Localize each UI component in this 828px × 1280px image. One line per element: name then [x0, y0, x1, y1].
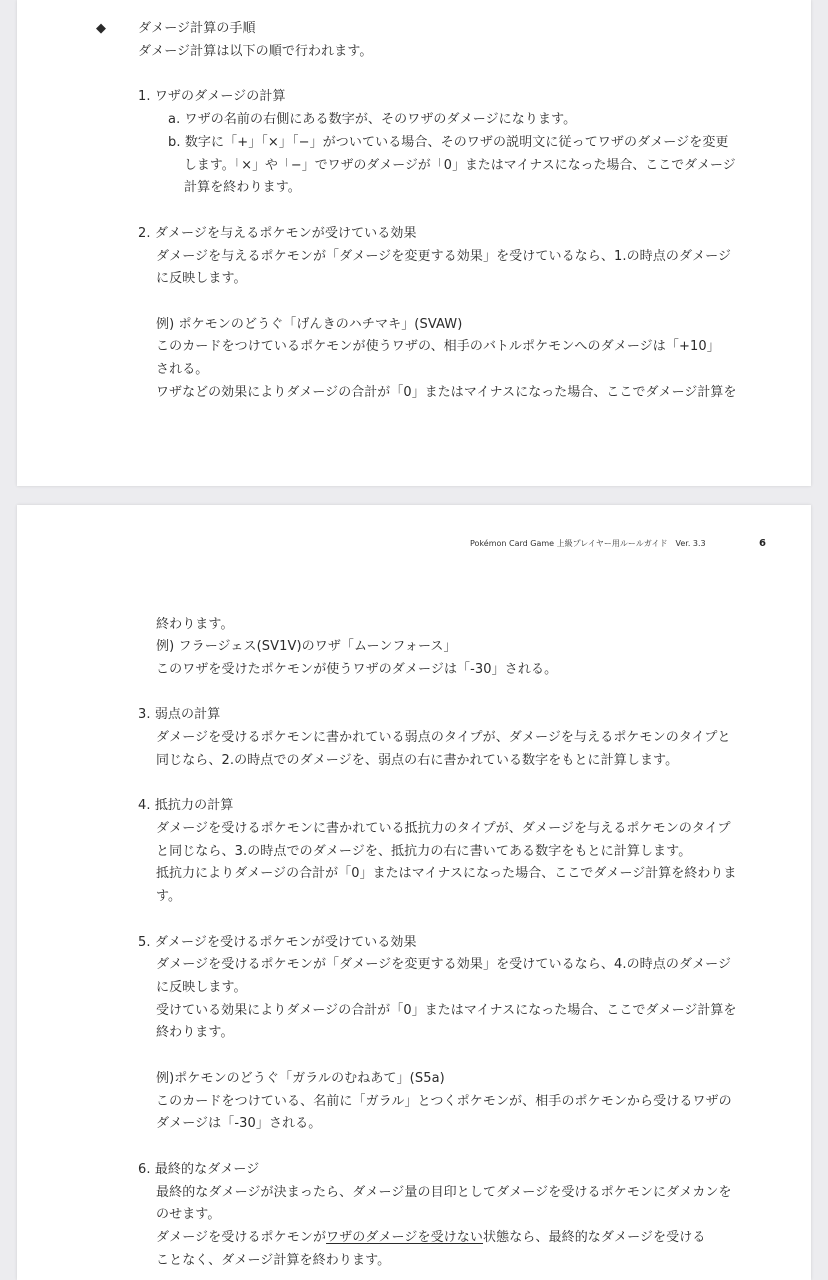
step6-line3-pre: ダメージを受けるポケモンが — [156, 1230, 327, 1245]
step5-line4: 終わります。 — [156, 1025, 234, 1040]
step2-example-line1: このカードをつけているポケモンが使うワザの、相手のバトルポケモンへのダメージは「+10」 — [156, 339, 720, 354]
step6-line1: 最終的なダメージが決まったら、ダメージ量の目印としてダメージを受けるポケモンにダメカンを — [156, 1185, 732, 1200]
step6-line4: ことなく、ダメージ計算を終わります。 — [156, 1253, 391, 1268]
step5-example-line2: ダメージは「-30」される。 — [156, 1116, 322, 1131]
step1-item-b-line1: b. 数字に「+」「×」「−」がついている場合、そのワザの説明文に従ってワザのダメージを変更 — [168, 135, 729, 150]
step5-line1: ダメージを受けるポケモンが「ダメージを変更する効果」を受けているなら、4.の時点のダメージ — [156, 957, 732, 972]
document-page-2 — [17, 505, 811, 1280]
step1-title: 1. ワザのダメージの計算 — [138, 89, 286, 104]
step4-line2: と同じなら、3.の時点でのダメージを、抵抗力の右に書いてある数字をもとに計算します。 — [156, 844, 692, 859]
step1-item-b-line2: します。「×」や「−」でワザのダメージが「0」またはマイナスになった場合、ここでダメージ — [184, 158, 736, 173]
step6-line3 — [156, 1229, 705, 1247]
step2-note-line1: ワザなどの効果によりダメージの合計が「0」またはマイナスになった場合、ここでダメージ計算を — [156, 385, 737, 400]
document-page-1 — [17, 0, 811, 486]
step4-line4: す。 — [156, 889, 182, 904]
step2-cont-line1: 終わります。 — [156, 617, 234, 632]
step3-title: 3. 弱点の計算 — [138, 707, 221, 722]
step2-example-line2: される。 — [156, 362, 209, 377]
step5-line2: に反映します。 — [156, 980, 247, 995]
step3-line1: ダメージを受けるポケモンに書かれている弱点のタイプが、ダメージを与えるポケモンのタイプと — [156, 730, 731, 745]
no-damage-state-link[interactable]: ワザのダメージを受けない — [326, 1230, 483, 1245]
step6-line3-post: 状態なら、最終的なダメージを受ける — [483, 1230, 706, 1245]
step2-title: 2. ダメージを与えるポケモンが受けている効果 — [138, 226, 417, 241]
step2-line1: ダメージを与えるポケモンが「ダメージを変更する効果」を受けているなら、1.の時点のダメージ — [156, 249, 732, 264]
step4-title: 4. 抵抗力の計算 — [138, 798, 234, 813]
section-title: ダメージ計算の手順 — [138, 21, 256, 36]
step5-example-line1: このカードをつけている、名前に「ガラル」とつくポケモンが、相手のポケモンから受けるワザの — [156, 1094, 732, 1109]
page-number: 6 — [759, 538, 766, 549]
step6-title: 6. 最終的なダメージ — [138, 1162, 260, 1177]
step4-line3: 抵抗力によりダメージの合計が「0」またはマイナスになった場合、ここでダメージ計算を終わりま — [156, 866, 737, 881]
step4-line1: ダメージを受けるポケモンに書かれている抵抗力のタイプが、ダメージを与えるポケモンのタイプ — [156, 821, 731, 836]
step5-title: 5. ダメージを受けるポケモンが受けている効果 — [138, 935, 417, 950]
step1-item-a: a. ワザの名前の右側にある数字が、そのワザのダメージになります。 — [168, 112, 577, 127]
step2-cont-example-title: 例) フラージェス(SV1V)のワザ「ムーンフォース」 — [156, 639, 457, 654]
diamond-bullet-icon: ◆ — [96, 21, 106, 36]
step2-cont-example-line1: このワザを受けたポケモンが使うワザのダメージは「-30」される。 — [156, 662, 558, 677]
step5-line3: 受けている効果によりダメージの合計が「0」またはマイナスになった場合、ここでダメージ計算を — [156, 1003, 737, 1018]
step2-line2: に反映します。 — [156, 271, 247, 286]
step2-example-title: 例) ポケモンのどうぐ「げんきのハチマキ」(SVAW) — [156, 317, 463, 332]
step6-line2: のせます。 — [156, 1207, 221, 1222]
step5-example-title: 例)ポケモンのどうぐ「ガラルのむねあて」(S5a) — [156, 1071, 445, 1086]
step3-line2: 同じなら、2.の時点でのダメージを、弱点の右に書かれている数字をもとに計算します。 — [156, 753, 679, 768]
section-intro: ダメージ計算は以下の順で行われます。 — [138, 44, 373, 59]
step1-item-b-line3: 計算を終わります。 — [184, 180, 301, 195]
page-header-title: Pokémon Card Game 上級プレイヤー用ルールガイド Ver. 3.3 — [470, 539, 706, 548]
